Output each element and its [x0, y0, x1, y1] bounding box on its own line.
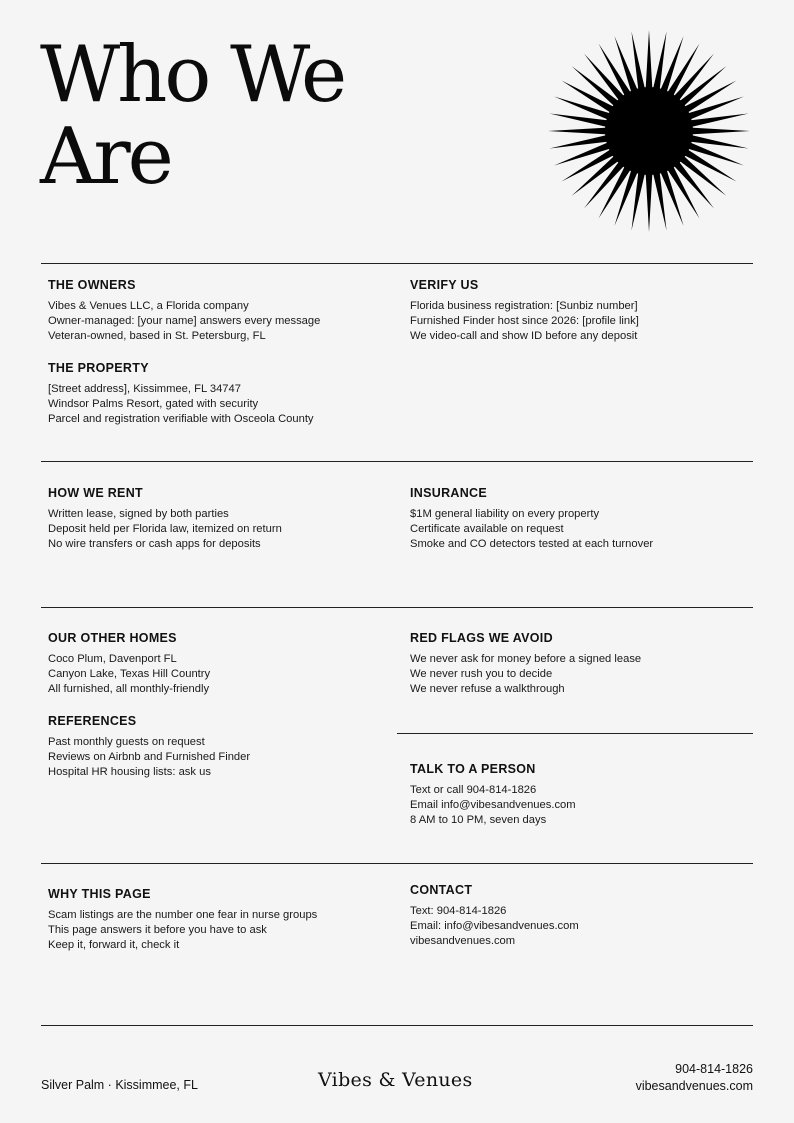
divider: [397, 733, 753, 734]
section-line: Hospital HR housing lists: ask us: [48, 766, 211, 778]
phone-line[interactable]: Text or call 904-814-1826: [410, 784, 537, 796]
section-line: Parcel and registration verifiable with Osceola County: [48, 413, 314, 425]
section-line: We never rush you to decide: [410, 668, 553, 680]
section-line: 8 AM to 10 PM, seven days: [410, 814, 547, 826]
section-contact: [410, 883, 579, 949]
section-line: This page answers it before you have to ask: [48, 924, 267, 936]
divider: [41, 263, 753, 264]
section-line: Keep it, forward it, check it: [48, 939, 180, 951]
section-line: We never ask for money before a signed lease: [410, 653, 642, 665]
section-line: Furnished Finder host since 2026: [profile link]: [410, 315, 639, 327]
section-line: Certificate available on request: [410, 523, 564, 535]
section-line: Reviews on Airbnb and Furnished Finder: [48, 751, 251, 763]
section-heading: INSURANCE: [410, 486, 488, 500]
footer-brand-wordmark: Vibes & Venues: [318, 1069, 473, 1091]
section-why-this-page: [48, 887, 317, 953]
sunburst-icon: [546, 28, 752, 234]
section-heading: RED FLAGS WE AVOID: [410, 631, 553, 645]
section-line: Florida business registration: [Sunbiz number]: [410, 300, 638, 312]
divider: [41, 461, 753, 462]
section-line: Windsor Palms Resort, gated with security: [48, 398, 259, 410]
contact-website-link[interactable]: vibesandvenues.com: [410, 935, 516, 947]
section-property: [48, 361, 314, 427]
section-line: Past monthly guests on request: [48, 736, 205, 748]
section-other-homes: [48, 631, 210, 697]
section-line: [Street address], Kissimmee, FL 34747: [48, 383, 241, 395]
contact-phone[interactable]: Text: 904-814-1826: [410, 905, 507, 917]
section-line: Scam listings are the number one fear in nurse groups: [48, 909, 318, 921]
section-line: Deposit held per Florida law, itemized on return: [48, 523, 282, 535]
section-verify: [410, 278, 639, 344]
section-heading: OUR OTHER HOMES: [48, 631, 177, 645]
divider: [41, 607, 753, 608]
section-line: Coco Plum, Davenport FL: [48, 653, 177, 665]
footer-website-link[interactable]: vibesandvenues.com: [635, 1079, 753, 1093]
section-references: [48, 714, 250, 780]
section-heading: CONTACT: [410, 883, 473, 897]
section-heading: REFERENCES: [48, 714, 137, 728]
section-line: We video-call and show ID before any deposit: [410, 330, 638, 342]
section-heading: THE PROPERTY: [48, 361, 149, 375]
contact-email[interactable]: Email: info@vibesandvenues.com: [410, 920, 579, 932]
sunburst-core: [605, 87, 693, 175]
section-line: $1M general liability on every property: [410, 508, 600, 520]
section-how-we-rent: [48, 486, 282, 552]
section-heading: THE OWNERS: [48, 278, 136, 292]
section-heading: HOW WE RENT: [48, 486, 143, 500]
section-line: No wire transfers or cash apps for deposits: [48, 538, 261, 550]
section-heading: VERIFY US: [410, 278, 479, 292]
section-red-flags: [410, 631, 641, 697]
section-heading: TALK TO A PERSON: [410, 762, 536, 776]
divider: [41, 863, 753, 864]
section-line: Vibes & Venues LLC, a Florida company: [48, 300, 249, 312]
footer-contact: [636, 1061, 753, 1095]
section-heading: WHY THIS PAGE: [48, 887, 151, 901]
section-talk-to-a-person: [410, 762, 576, 828]
email-line[interactable]: Email info@vibesandvenues.com: [410, 799, 576, 811]
page-title-line-1: Who We: [40, 30, 345, 120]
section-line: Owner-managed: [your name] answers every message: [48, 315, 321, 327]
section-line: We never refuse a walkthrough: [410, 683, 565, 695]
section-line: All furnished, all monthly-friendly: [48, 683, 210, 695]
footer-location: Silver Palm · Kissimmee, FL: [41, 1078, 198, 1092]
section-insurance: [410, 486, 653, 552]
section-line: Written lease, signed by both parties: [48, 508, 229, 520]
section-line: Veteran-owned, based in St. Petersburg, FL: [48, 330, 266, 342]
section-owners: [48, 278, 320, 344]
page-title-line-2: Are: [40, 112, 171, 202]
section-line: Smoke and CO detectors tested at each turnover: [410, 538, 654, 550]
divider: [41, 1025, 753, 1026]
section-line: Canyon Lake, Texas Hill Country: [48, 668, 211, 680]
footer-phone[interactable]: 904-814-1826: [675, 1062, 753, 1076]
page-title: [40, 30, 345, 202]
